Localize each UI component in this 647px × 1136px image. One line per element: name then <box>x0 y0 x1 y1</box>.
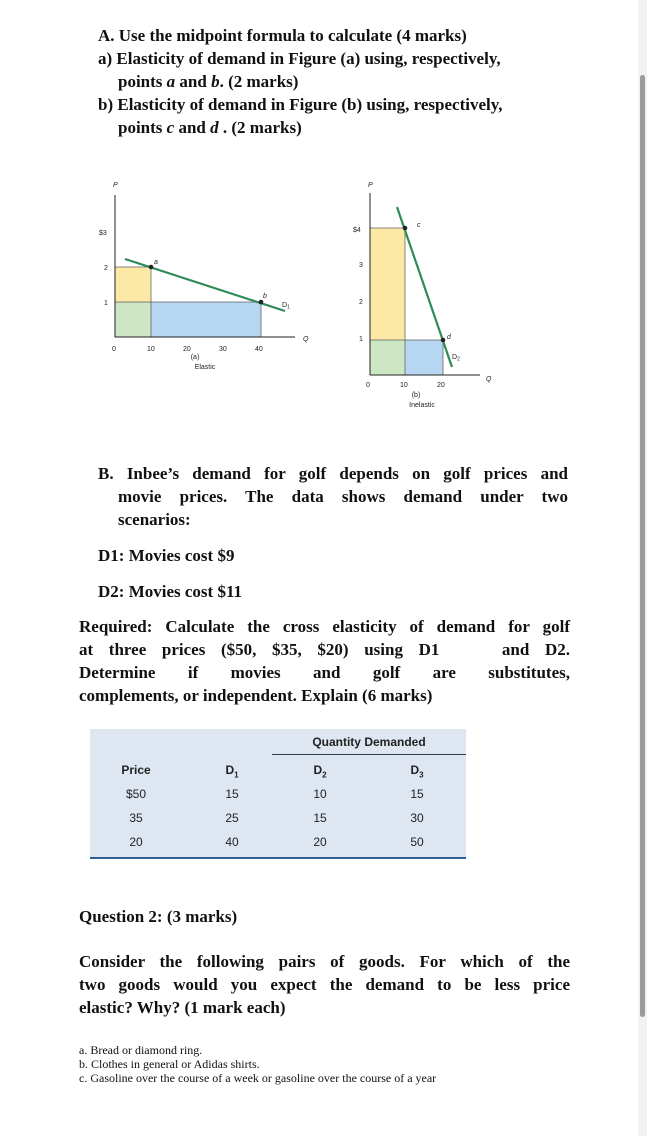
fig-b-yellow-area <box>370 228 405 340</box>
question-2-line2: two goods would you expect the demand to be less price <box>79 975 570 994</box>
fig-b-curve-label: $D_2$ <box>452 354 460 363</box>
required-line4: complements, or independent. Explain (6 marks) <box>79 686 433 705</box>
table-cell-d1: 40 <box>225 835 239 849</box>
table-cell-d2: 10 <box>313 787 327 801</box>
fig-b-blue-area <box>405 340 443 375</box>
part-a-title: A. Use the midpoint formula to calculate (4 marks) <box>98 26 467 45</box>
table-header-d3: $D_3$ <box>410 763 424 780</box>
fig-a-point-b-label: b <box>263 293 267 300</box>
scenario-d1: D1: Movies cost $9 <box>98 546 235 565</box>
table-cell-d3: 15 <box>410 787 424 801</box>
fig-b-q-label: Q <box>486 376 492 383</box>
table-cell-d1: 15 <box>225 787 239 801</box>
fig-a-caption-1: (a) <box>190 354 200 361</box>
table-cell-d3: 30 <box>410 811 424 825</box>
fig-a-q-label: Q <box>303 336 309 343</box>
fig-b-ytick: 0 <box>366 382 370 389</box>
table-header-price: Price <box>121 763 151 777</box>
required-line3: Determine if movies and golf are substitutes, <box>79 663 570 682</box>
required-line1: Required: Calculate the cross elasticity of demand for golf <box>79 617 570 636</box>
fig-a-xtick: 20 <box>183 346 191 353</box>
fig-a-xtick: 30 <box>219 346 227 353</box>
fig-a-ytick: 2 <box>104 265 108 272</box>
part-b-intro-line3: scenarios: <box>118 510 191 529</box>
question-2-option-c: c. Gasoline over the course of a week or gasoline over the course of a year <box>79 1071 437 1085</box>
part-a-question-a-line2: points a and b. (2 marks) <box>118 72 299 91</box>
fig-a-point-b <box>259 300 264 305</box>
fig-a-point-a-label: a <box>154 259 158 266</box>
scrollbar-track[interactable] <box>638 0 647 1136</box>
question-2-line1: Consider the following pairs of goods. For which of the <box>79 952 570 971</box>
table-cell-price: 20 <box>129 835 143 849</box>
table-cell-price: $50 <box>125 787 147 801</box>
fig-b-ytick: $4 <box>353 227 361 234</box>
fig-a-p-label: P <box>113 182 118 189</box>
part-a-question-a-line1: a) Elasticity of demand in Figure (a) using, respectively, <box>98 49 501 68</box>
fig-b-point-d <box>441 338 446 343</box>
fig-a-yellow-area <box>115 267 151 302</box>
table-cell-d1: 25 <box>225 811 239 825</box>
fig-b-caption-1: (b) <box>411 392 421 399</box>
fig-a-ytick: 1 <box>104 300 108 307</box>
figure-b-inelastic-chart <box>340 175 500 415</box>
part-a-question-b-line1: b) Elasticity of demand in Figure (b) using, respectively, <box>98 95 503 114</box>
table-cell-d2: 15 <box>313 811 327 825</box>
fig-b-p-label: P <box>368 182 373 189</box>
question-2-option-b: b. Clothes in general or Adidas shirts. <box>79 1057 260 1071</box>
question-2-option-a: a. Bread or diamond ring. <box>79 1043 203 1057</box>
fig-b-point-d-label: d <box>447 334 451 341</box>
fig-a-xtick: 10 <box>147 346 155 353</box>
scrollbar-thumb[interactable] <box>640 75 645 1017</box>
fig-b-xtick: 10 <box>400 382 408 389</box>
fig-a-ytick: $3 <box>99 230 107 237</box>
fig-b-point-c-label: c <box>417 222 421 229</box>
fig-b-ytick: 3 <box>359 262 363 269</box>
scenario-d2: D2: Movies cost $11 <box>98 582 243 601</box>
part-b-intro-line1: B. Inbee’s demand for golf depends on golf prices and <box>98 464 568 483</box>
fig-b-point-c <box>403 226 408 231</box>
table-cell-d2: 20 <box>313 835 327 849</box>
fig-b-ytick: 2 <box>359 299 363 306</box>
part-b-intro-line2: movie prices. The data shows demand under two <box>118 487 568 506</box>
required-line2: at three prices ($50, $35, $20) using D1 and D2. <box>79 640 570 659</box>
fig-a-ytick: 0 <box>112 346 116 353</box>
fig-b-green-area <box>370 340 405 375</box>
part-a-question-b-line2: points c and d . (2 marks) <box>118 118 302 137</box>
table-group-header: Quantity Demanded <box>312 735 426 749</box>
fig-b-caption-2: Inelastic <box>409 402 435 409</box>
quantity-demanded-table <box>90 729 466 859</box>
table-header-d2: $D_2$ <box>313 763 327 780</box>
fig-a-curve-label: $D_1$ <box>282 302 290 311</box>
fig-a-caption-2: Elastic <box>194 364 216 371</box>
fig-a-green-area <box>115 302 151 337</box>
table-header-d1: $D_1$ <box>225 763 239 780</box>
table-cell-price: 35 <box>129 811 143 825</box>
fig-a-point-a <box>149 265 154 270</box>
question-2-line3: elastic? Why? (1 mark each) <box>79 998 286 1017</box>
figure-a-elastic-chart <box>95 175 325 375</box>
fig-b-xtick: 20 <box>437 382 445 389</box>
fig-b-ytick: 1 <box>359 336 363 343</box>
fig-a-blue-area <box>151 302 261 337</box>
fig-a-xtick: 40 <box>255 346 263 353</box>
question-2-title: Question 2: (3 marks) <box>79 907 238 926</box>
table-cell-d3: 50 <box>410 835 424 849</box>
